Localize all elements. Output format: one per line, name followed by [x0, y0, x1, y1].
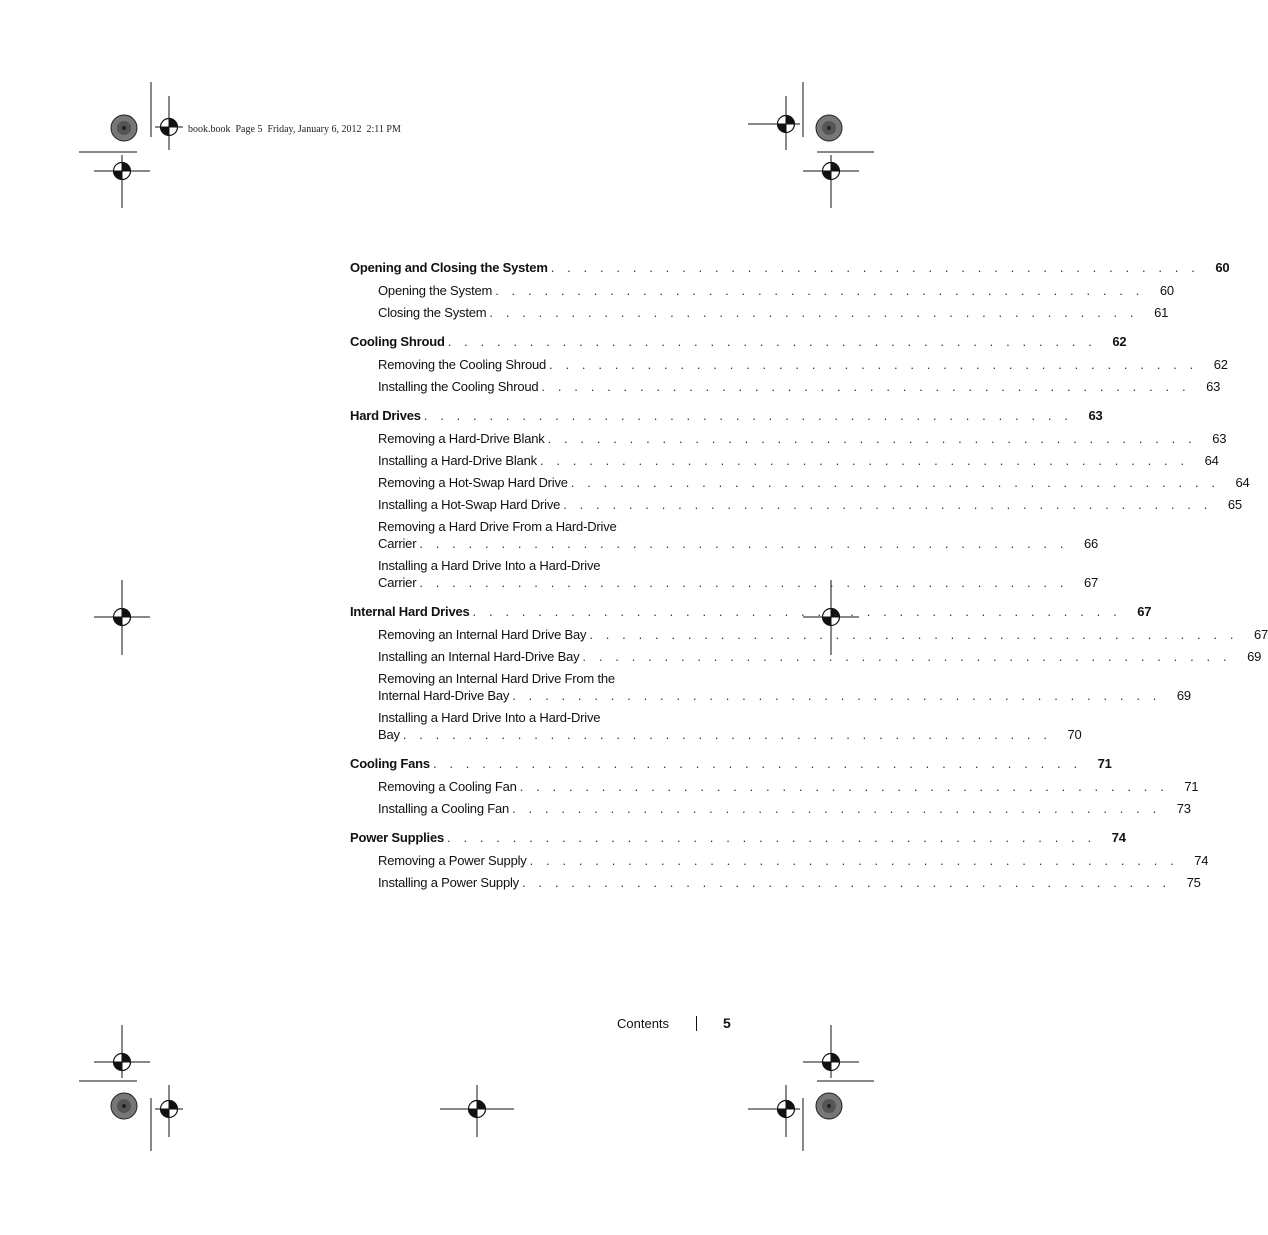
entry-label: Internal Hard Drives [350, 604, 470, 619]
entry-label: Removing a Hard-Drive Blank [378, 431, 545, 446]
page-ref: 74 [1194, 853, 1209, 868]
entry-label-line1: Installing a Hard Drive Into a Hard-Drive [378, 710, 601, 725]
toc-entry[interactable] [378, 356, 1228, 373]
entry-label-line1: Installing a Hard Drive Into a Hard-Drive [378, 558, 601, 573]
toc-entry[interactable] [378, 852, 1209, 869]
entry-label: Cooling Fans [350, 756, 430, 771]
entry-label: Carrier [378, 536, 417, 551]
dot-leader: . . . . . . . . . . . . . . . . . . . . . . . . . . . . . . . . . . . . . . . . [423, 408, 1073, 423]
toc-section [350, 603, 1268, 743]
page-ref: 63 [1088, 408, 1103, 423]
dot-leader: . . . . . . . . . . . . . . . . . . . . . . . . . . . . . . . . . . . . . . . . [550, 260, 1200, 275]
registration-mark-icon [108, 157, 136, 185]
dot-leader: . . . . . . . . . . . . . . . . . . . . . . . . . . . . . . . . . . . . . . . . [512, 801, 1161, 816]
toc-entry[interactable] [378, 874, 1201, 891]
registration-mark-icon [155, 113, 183, 141]
dot-leader: . . . . . . . . . . . . . . . . . . . . . . . . . . . . . . . . . . . . . . . . [447, 830, 1096, 845]
table-of-contents [350, 259, 1268, 903]
color-target-icon [111, 1093, 137, 1119]
toc-section [350, 829, 1209, 891]
entry-label: Bay [378, 727, 400, 742]
entry-label: Installing a Power Supply [378, 875, 519, 890]
dot-leader: . . . . . . . . . . . . . . . . . . . . . . . . . . . . . . . . . . . . . . . . [519, 779, 1169, 794]
entry-label: Power Supplies [350, 830, 445, 845]
page-ref: 71 [1184, 779, 1199, 794]
print-slug: book.book Page 5 Friday, January 6, 2012 2:11 PM [188, 124, 401, 135]
page-ref: 74 [1111, 830, 1126, 845]
dot-leader: . . . . . . . . . . . . . . . . . . . . . . . . . . . . . . . . . . . . . . . . [549, 357, 1198, 372]
registration-mark-icon [772, 110, 800, 138]
page-ref: 66 [1084, 536, 1099, 551]
toc-entry[interactable] [378, 304, 1169, 321]
dot-leader: . . . . . . . . . . . . . . . . . . . . . . . . . . . . . . . . . . . . . . . . [539, 453, 1189, 468]
page-ref: 69 [1247, 649, 1262, 664]
toc-heading[interactable] [350, 259, 1230, 276]
entry-label: Removing a Cooling Fan [378, 779, 517, 794]
dot-leader: . . . . . . . . . . . . . . . . . . . . . . . . . . . . . . . . . . . . . . . . [529, 853, 1179, 868]
entry-label: Removing a Hot-Swap Hard Drive [378, 475, 568, 490]
page-ref: 64 [1235, 475, 1250, 490]
toc-entry[interactable] [378, 378, 1221, 395]
registration-mark-icon [108, 603, 136, 631]
toc-entry[interactable] [378, 778, 1199, 795]
registration-mark-icon [108, 1048, 136, 1076]
entry-label: Opening the System [378, 283, 493, 298]
toc-entry[interactable] [378, 557, 1099, 591]
footer-label: Contents [617, 1015, 670, 1031]
toc-entry[interactable] [378, 626, 1268, 643]
toc-entry[interactable] [378, 709, 1082, 743]
toc-entry[interactable] [378, 452, 1219, 469]
dot-leader: . . . . . . . . . . . . . . . . . . . . . . . . . . . . . . . . . . . . . . . . [521, 875, 1171, 890]
toc-heading[interactable] [350, 755, 1112, 772]
entry-label: Installing a Cooling Fan [378, 801, 510, 816]
entry-label-line1: Removing an Internal Hard Drive From the [378, 671, 615, 686]
toc-section [350, 333, 1228, 395]
entry-label: Installing the Cooling Shroud [378, 379, 539, 394]
color-target-icon [816, 1093, 842, 1119]
entry-label-line1: Removing a Hard Drive From a Hard-Drive [378, 519, 617, 534]
page-ref: 64 [1204, 453, 1219, 468]
page-number: 5 [723, 1015, 731, 1031]
entry-label: Cooling Shroud [350, 334, 445, 349]
page-ref: 61 [1154, 305, 1169, 320]
page-ref: 70 [1067, 727, 1082, 742]
registration-mark-icon [155, 1095, 183, 1123]
page-ref: 65 [1227, 497, 1242, 512]
toc-entry[interactable] [378, 474, 1250, 491]
dot-leader: . . . . . . . . . . . . . . . . . . . . . . . . . . . . . . . . . . . . . . . . [547, 431, 1197, 446]
entry-label: Installing a Hard-Drive Blank [378, 453, 537, 468]
page-ref: 63 [1212, 431, 1227, 446]
entry-label: Hard Drives [350, 408, 421, 423]
footer-divider [696, 1016, 697, 1031]
toc-section [350, 259, 1230, 321]
registration-mark-icon [463, 1095, 491, 1123]
entry-label: Removing the Cooling Shroud [378, 357, 547, 372]
toc-entry[interactable] [378, 518, 1099, 552]
toc-heading[interactable] [350, 829, 1126, 846]
page-ref: 75 [1186, 875, 1201, 890]
dot-leader: . . . . . . . . . . . . . . . . . . . . . . . . . . . . . . . . . . . . . . . . [447, 334, 1097, 349]
entry-label: Carrier [378, 575, 417, 590]
entry-label: Opening and Closing the System [350, 260, 548, 275]
dot-leader: . . . . . . . . . . . . . . . . . . . . . . . . . . . . . . . . . . . . . . . . [570, 475, 1220, 490]
page-ref: 71 [1097, 756, 1112, 771]
page-ref: 62 [1112, 334, 1127, 349]
color-target-icon [111, 115, 137, 141]
toc-entry[interactable] [378, 670, 1191, 704]
toc-entry[interactable] [378, 282, 1174, 299]
page-ref: 63 [1206, 379, 1221, 394]
page-footer [617, 1015, 731, 1031]
dot-leader: . . . . . . . . . . . . . . . . . . . . . . . . . . . . . . . . . . . . . . . . [589, 627, 1239, 642]
dot-leader: . . . . . . . . . . . . . . . . . . . . . . . . . . . . . . . . . . . . . . . . [419, 575, 1069, 590]
toc-heading[interactable] [350, 333, 1127, 350]
dot-leader: . . . . . . . . . . . . . . . . . . . . . . . . . . . . . . . . . . . . . . . . [541, 379, 1191, 394]
page-ref: 73 [1176, 801, 1191, 816]
dot-leader: . . . . . . . . . . . . . . . . . . . . . . . . . . . . . . . . . . . . . . . . [563, 497, 1212, 512]
color-target-icon [816, 115, 842, 141]
toc-section [350, 755, 1199, 817]
registration-mark-icon [772, 1095, 800, 1123]
entry-label: Internal Hard-Drive Bay [378, 688, 510, 703]
entry-label: Removing a Power Supply [378, 853, 527, 868]
toc-entry[interactable] [378, 430, 1227, 447]
dot-leader: . . . . . . . . . . . . . . . . . . . . . . . . . . . . . . . . . . . . . . . . [512, 688, 1161, 703]
entry-label: Removing an Internal Hard Drive Bay [378, 627, 587, 642]
page-ref: 60 [1159, 283, 1174, 298]
dot-leader: . . . . . . . . . . . . . . . . . . . . . . . . . . . . . . . . . . . . . . . . [402, 727, 1052, 742]
page-ref: 67 [1084, 575, 1099, 590]
dot-leader: . . . . . . . . . . . . . . . . . . . . . . . . . . . . . . . . . . . . . . . . [495, 283, 1144, 298]
toc-entry[interactable] [378, 800, 1191, 817]
page-ref: 60 [1215, 260, 1230, 275]
registration-mark-icon [817, 1048, 845, 1076]
page-ref: 69 [1176, 688, 1191, 703]
entry-label: Installing a Hot-Swap Hard Drive [378, 497, 561, 512]
toc-heading[interactable] [350, 407, 1103, 424]
dot-leader: . . . . . . . . . . . . . . . . . . . . . . . . . . . . . . . . . . . . . . . . [489, 305, 1139, 320]
toc-section [350, 407, 1250, 591]
registration-mark-icon [817, 157, 845, 185]
page-ref: 67 [1254, 627, 1268, 642]
dot-leader: . . . . . . . . . . . . . . . . . . . . . . . . . . . . . . . . . . . . . . . . [432, 756, 1082, 771]
toc-heading[interactable] [350, 603, 1152, 620]
dot-leader: . . . . . . . . . . . . . . . . . . . . . . . . . . . . . . . . . . . . . . . . [419, 536, 1069, 551]
entry-label: Closing the System [378, 305, 487, 320]
toc-entry[interactable] [378, 648, 1262, 665]
page-ref: 62 [1213, 357, 1228, 372]
dot-leader: . . . . . . . . . . . . . . . . . . . . . . . . . . . . . . . . . . . . . . . . [472, 604, 1122, 619]
toc-entry[interactable] [378, 496, 1242, 513]
dot-leader: . . . . . . . . . . . . . . . . . . . . . . . . . . . . . . . . . . . . . . . . [582, 649, 1232, 664]
page-ref: 67 [1137, 604, 1152, 619]
entry-label: Installing an Internal Hard-Drive Bay [378, 649, 580, 664]
